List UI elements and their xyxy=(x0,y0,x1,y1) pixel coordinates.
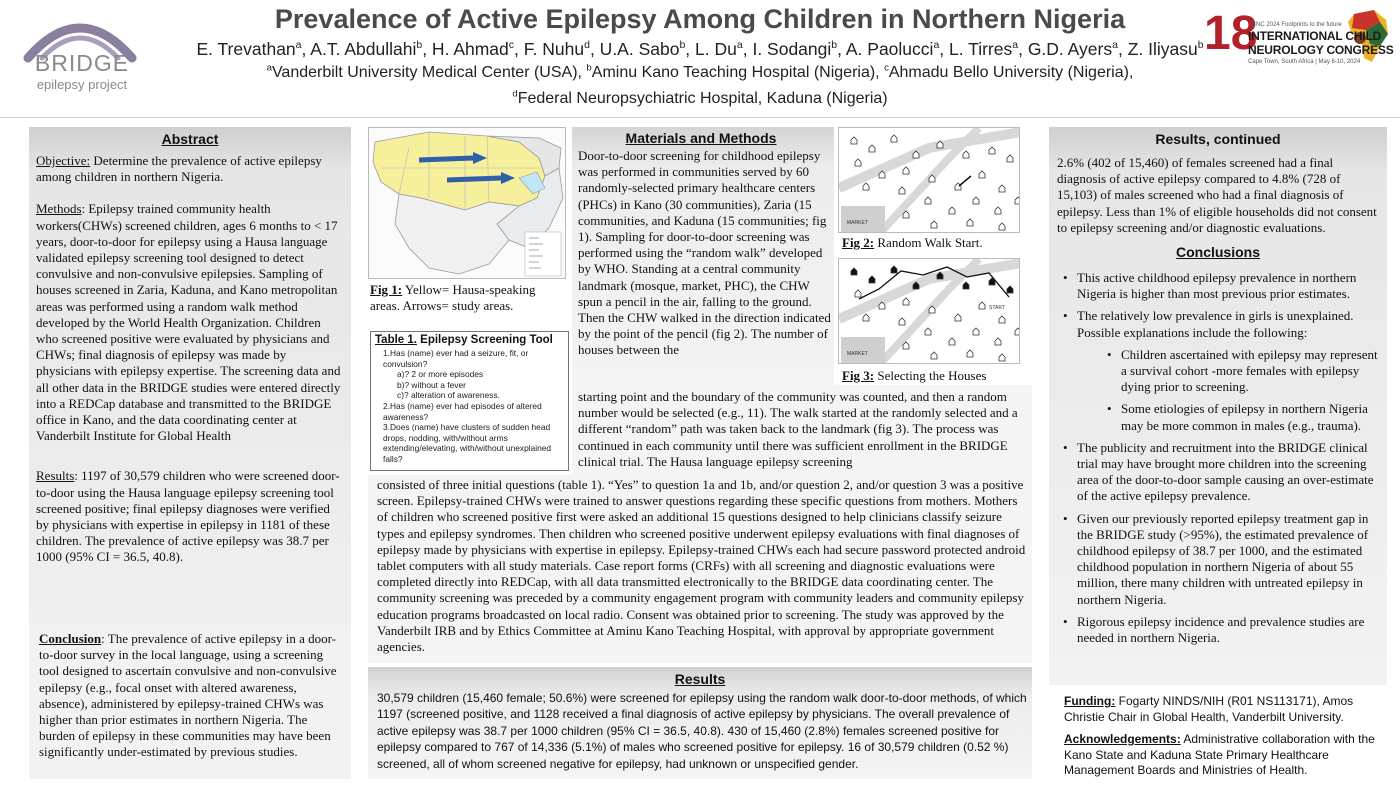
author-affiliation: b xyxy=(1197,39,1204,52)
author-affiliation: a xyxy=(736,39,743,52)
congress-name-line-1: INTERNATIONAL CHILD xyxy=(1248,29,1382,43)
author-separator: , xyxy=(837,39,842,59)
methods-text-wide: consisted of three initial questions (table 1). “Yes” to question 1a and 1b, and/or question 2, and/or question 3 was a positive screen. Epilepsy-trained CHWs were trained to answer questions regarding these specific questions from mothers. Mothers of children who screened positive first were asked an additional 15 questions designed to help clinicians classify seizure types and epilepsy syndromes. Then children who screened positive underwent epilepsy evaluations with final diagnoses of epilepsy made by physicians with expertise in epilepsy. Epilepsy-trained CHWs each had secure password protected android tablet computers with all study materials. Case report forms (CRFs) with all screening and diagnostic evaluations were completed directly into REDCap, with all data transmitted electronically to the BRIDGE data coordinating center. The community screening was preceded by a community engagement program with community leaders and community epilepsy education programs broadcasted on local radio. Consent was obtained prior to screening. The study was approved by the Vanderbilt IRB and by Ethics Committee at Aminu Kano Teaching Hospital, with approval by appropriate government agencies. xyxy=(377,477,1026,655)
table1-item: 2.Has (name) ever had episodes of altered awareness? xyxy=(383,400,542,422)
author-separator: , xyxy=(742,39,748,59)
author-affiliation: c xyxy=(508,39,515,52)
author-name: H. Ahmad xyxy=(427,39,509,59)
affiliation-text: Aminu Kano Teaching Hospital (Nigeria), xyxy=(591,64,885,81)
abstract-objective: Objective: Determine the prevalence of active epilepsy among children in northern Nigeria. xyxy=(36,153,322,185)
fig1-caption: Fig 1: Yellow= Hausa-speaking areas. Arrows= study areas. xyxy=(370,282,536,313)
author-name: A.T. Abdullahi xyxy=(306,39,417,59)
results-text: 30,579 children (15,460 female; 50.6%) were screened for epilepsy using the random walk door-to-door methods, of which 1197 (screened positive, and 1128 received a final diagnosis of active epilepsy by physicians. The overall prevalence of active epilepsy was 38.7 per 1000 children (95% CI = 36.5, 40.8). 430 of 15,460 (2.8%) females screened positive for epilepsy compared to 767 of 14,336 (5.1%) of males who screened positive for epilepsy. 16 of 30,579 children (0.52 %) screened, all of whom screened negative for epilepsy, had unknown or unspecified gender. xyxy=(377,691,1027,771)
congress-tagline: ICNC 2024 Footprints to the future xyxy=(1250,22,1342,28)
conclusions-heading: Conclusions xyxy=(1175,244,1260,261)
conclusion-item-4: • Given our previously reported epilepsy treatment gap in the BRIDGE study (>95%), the estimated prevalence of childhood epilepsy of 38.7 per 1000, and the estimated childhood population in northern Nigeria of about 55 million, there many children with untreated epilepsy in northern Nigeria. xyxy=(1059,511,1379,608)
results-continued-heading: Results, continued xyxy=(1155,131,1281,147)
fig1-map xyxy=(368,127,566,279)
author-name: E. Trevathan xyxy=(196,39,296,59)
results-continued-panel xyxy=(1049,127,1387,685)
author-name: F. Nuhu xyxy=(518,39,585,59)
congress-logo xyxy=(1204,7,1394,76)
conclusion-item-1: • This active childhood epilepsy prevalence in northern Nigeria is higher than most previous prior estimates. xyxy=(1059,270,1379,302)
fig3-start-label: START xyxy=(989,305,1005,311)
fig3-market-label: MARKET xyxy=(847,351,868,357)
affiliation-marker: b xyxy=(586,62,592,74)
author-name: Z. Iliyasu xyxy=(1122,39,1198,59)
table1-item: b)? without a fever xyxy=(397,379,466,390)
abstract-heading: Abstract xyxy=(161,131,219,147)
author-separator: , xyxy=(939,39,945,59)
affiliations-line-1 xyxy=(160,64,1240,82)
table1-screening-tool xyxy=(370,331,569,471)
bridge-logo xyxy=(20,6,140,98)
nigeria-map-image xyxy=(369,128,566,279)
conclusion-subitem-2: • Some etiologies of epilepsy in northern Nigeria may be more common in males (e.g., trauma). xyxy=(1105,401,1379,433)
abstract-methods: Methods: Epilepsy trained community health workers(CHWs) screened children, ages 6 months to < 17 years, door-to-door for epilepsy using a Hausa language validated epilepsy screening tool designed to detect convulsive and non-convulsive epilepsies. Sampling of houses screened in Zaria, Kaduna, and Kano metropolitan areas was performed using a random walk method developed by the World Health Organization. Children who screened positive were evaluated by physicians and CHWs; final diagnosis of epilepsy was made by physicians with epilepsy expertise. The screening data and all other data in the BRIDGE studies were entered directly into a REDCap database and transmitted to the BRIDGE office in Kano, and the data coordinating center at Vanderbilt Institute for Global Health xyxy=(36,201,341,444)
author-affiliation: b xyxy=(679,39,686,52)
author-separator: , xyxy=(514,39,519,59)
table1-title: Table 1. Epilepsy Screening Tool xyxy=(375,334,553,346)
author-affiliation: a xyxy=(1112,39,1118,52)
table1-item: 3.Does (name) have clusters of sudden head drops, nodding, with/without arms extending/elevating, with/without unexplained falls? xyxy=(383,422,552,464)
congress-name-line-2: NEUROLOGY CONGRESS xyxy=(1248,43,1394,57)
results-continued-text: 2.6% (402 of 15,460) of females screened had a final diagnosis of active epilepsy compared to 4.8% (728 of 15,103) of males screened who had a final diagnosis of epilepsy. Less than 1% of eligible households did not consent to epilepsy screening and/or diagnostic evaluations. xyxy=(1057,155,1377,235)
fig2-image xyxy=(838,127,1020,233)
author-list xyxy=(160,39,1240,60)
author-affiliation: a xyxy=(295,39,302,52)
author-name: L. Du xyxy=(690,39,737,59)
affiliations-line-2 xyxy=(160,90,1240,108)
author-name: G.D. Ayers xyxy=(1022,39,1113,59)
fig2-market-label: MARKET xyxy=(847,220,868,226)
affiliation-text: Vanderbilt University Medical Center (USA), xyxy=(271,64,587,81)
results-heading: Results xyxy=(674,671,726,687)
author-affiliation: a xyxy=(1012,39,1019,52)
selecting-houses-image xyxy=(839,259,1020,364)
affiliation-marker: a xyxy=(266,62,272,74)
author-name: I. Sodangi xyxy=(747,39,832,59)
affiliation-text: Ahmadu Bello University (Nigeria), xyxy=(888,64,1134,81)
congress-number: 18 xyxy=(1204,7,1258,60)
author-name: L. Tirres xyxy=(944,39,1013,59)
methods-heading: Materials and Methods xyxy=(625,130,777,146)
congress-place: Cape Town, South Africa | May 6-10, 2024 xyxy=(1248,59,1361,65)
acknowledgements: Acknowledgements: Administrative collaboration with the Kano State and Kaduna State Primary Healthcare Management Boards and Ministries of Health. xyxy=(1064,732,1375,778)
author-separator: , xyxy=(589,39,595,59)
bridge-logo-name: BRIDGE xyxy=(34,50,130,76)
author-affiliation: b xyxy=(831,39,838,52)
author-name: U.A. Sabo xyxy=(594,39,680,59)
bridge-logo-subtitle: epilepsy project xyxy=(36,77,128,92)
author-separator: , xyxy=(422,39,428,59)
conclusion-item-2: • The relatively low prevalence in girls is unexplained. Possible explanations include the following: • Children ascertained with epilepsy may represent a survival cohort -more females with epilepsy dying prior to screening. • Some etiologies of epilepsy in northern Nigeria may be more common in males (e.g., trauma). xyxy=(1059,308,1379,433)
author-separator: , xyxy=(1018,39,1023,59)
conclusion-item-5: • Rigorous epilepsy incidence and prevalence studies are needed in northern Nigeria. xyxy=(1059,614,1379,646)
fig3-caption: Fig 3: Selecting the Houses xyxy=(842,368,987,383)
abstract-results: Results: 1197 of 30,579 children who were screened door-to-door using the Hausa language epilepsy screening tool screened positive; final epilepsy diagnoses were verified by physicians with expertise in epilepsy in 1181 of these children. The prevalence of active epilepsy was 38.7 per 1000 (95% CI = 36.5, 40.8). xyxy=(36,468,340,565)
conclusion-subitem-1: • Children ascertained with epilepsy may represent a survival cohort -more females with epilepsy dying prior to screening. xyxy=(1105,347,1379,396)
random-walk-start-image xyxy=(839,128,1020,233)
affiliation-marker: c xyxy=(884,62,889,74)
author-affiliation: d xyxy=(584,39,590,52)
author-name: A. Paolucci xyxy=(841,39,934,59)
affiliation-text: Federal Neuropsychiatric Hospital, Kaduna (Nigeria) xyxy=(517,90,888,107)
methods-text-narrow: Door-to-door screening for childhood epilepsy was performed in communities served by 60 randomly-selected primary healthcare centers (PHCs) in Kano (30 communities), Zaria (15 communities, and Kaduna (15 communities; fig 1). Sampling for door-to-door screening was performed using the “random walk” developed by WHO. Standing at a central community landmark (mosque, market, PHC), the CHW spun a pencil in the air, falling to the ground. Then the CHW walked in the direction indicated by the point of the pencil (fig 2). The number of houses between the xyxy=(578,148,831,358)
author-affiliation: b xyxy=(416,39,423,52)
conclusions-list xyxy=(1049,260,1387,646)
abstract-conclusion: Conclusion: The prevalence of active epilepsy in a door-to-door survey in the local language, using a screening tool designed to ascertain convulsive and non-convulsive epilepsy (e.g., focal onset with altered awareness, absence), administered by epilepsy-trained CHWs was higher than prior estimates in northern Nigeria. The burden of epilepsy in these communities may have been significantly under-estimated by previous studies. xyxy=(29,625,351,779)
table1-item: c)? alteration of awareness. xyxy=(397,390,500,401)
funding: Funding: Fogarty NINDS/NIH (R01 NS113171), Amos Christie Chair in Global Health, Vanderbilt University. xyxy=(1064,694,1354,724)
methods-text-mid: starting point and the boundary of the community was counted, and then a random number would be selected (e.g., 11). The walk started at the randomly selected and a different “random” path was taken back to the landmark (fig 3). The process was continued in each community until there was sufficient enrollment in the BRIDGE clinical trial. The Hausa language epilepsy screening xyxy=(578,389,1018,469)
table1-item: 1.Has (name) ever had a seizure, fit, or convulsion? xyxy=(383,348,529,369)
poster-title: Prevalence of Active Epilepsy Among Children in Northern Nigeria xyxy=(274,4,1126,34)
author-affiliation: a xyxy=(933,39,940,52)
author-separator: , xyxy=(1117,39,1123,59)
affiliation-marker: d xyxy=(512,88,518,100)
table1-item: a)? 2 or more episodes xyxy=(397,369,484,380)
conclusion-item-3: • The publicity and recruitment into the BRIDGE clinical trial may have brought more children into the screening area of the door-to-door sample causing an over-estimate of the active epilepsy prevalence. xyxy=(1059,440,1379,505)
fig2-caption: Fig 2: Random Walk Start. xyxy=(842,235,983,250)
author-separator: , xyxy=(301,39,307,59)
author-separator: , xyxy=(685,39,691,59)
table1-items xyxy=(375,348,564,465)
fig3-image xyxy=(838,258,1020,364)
